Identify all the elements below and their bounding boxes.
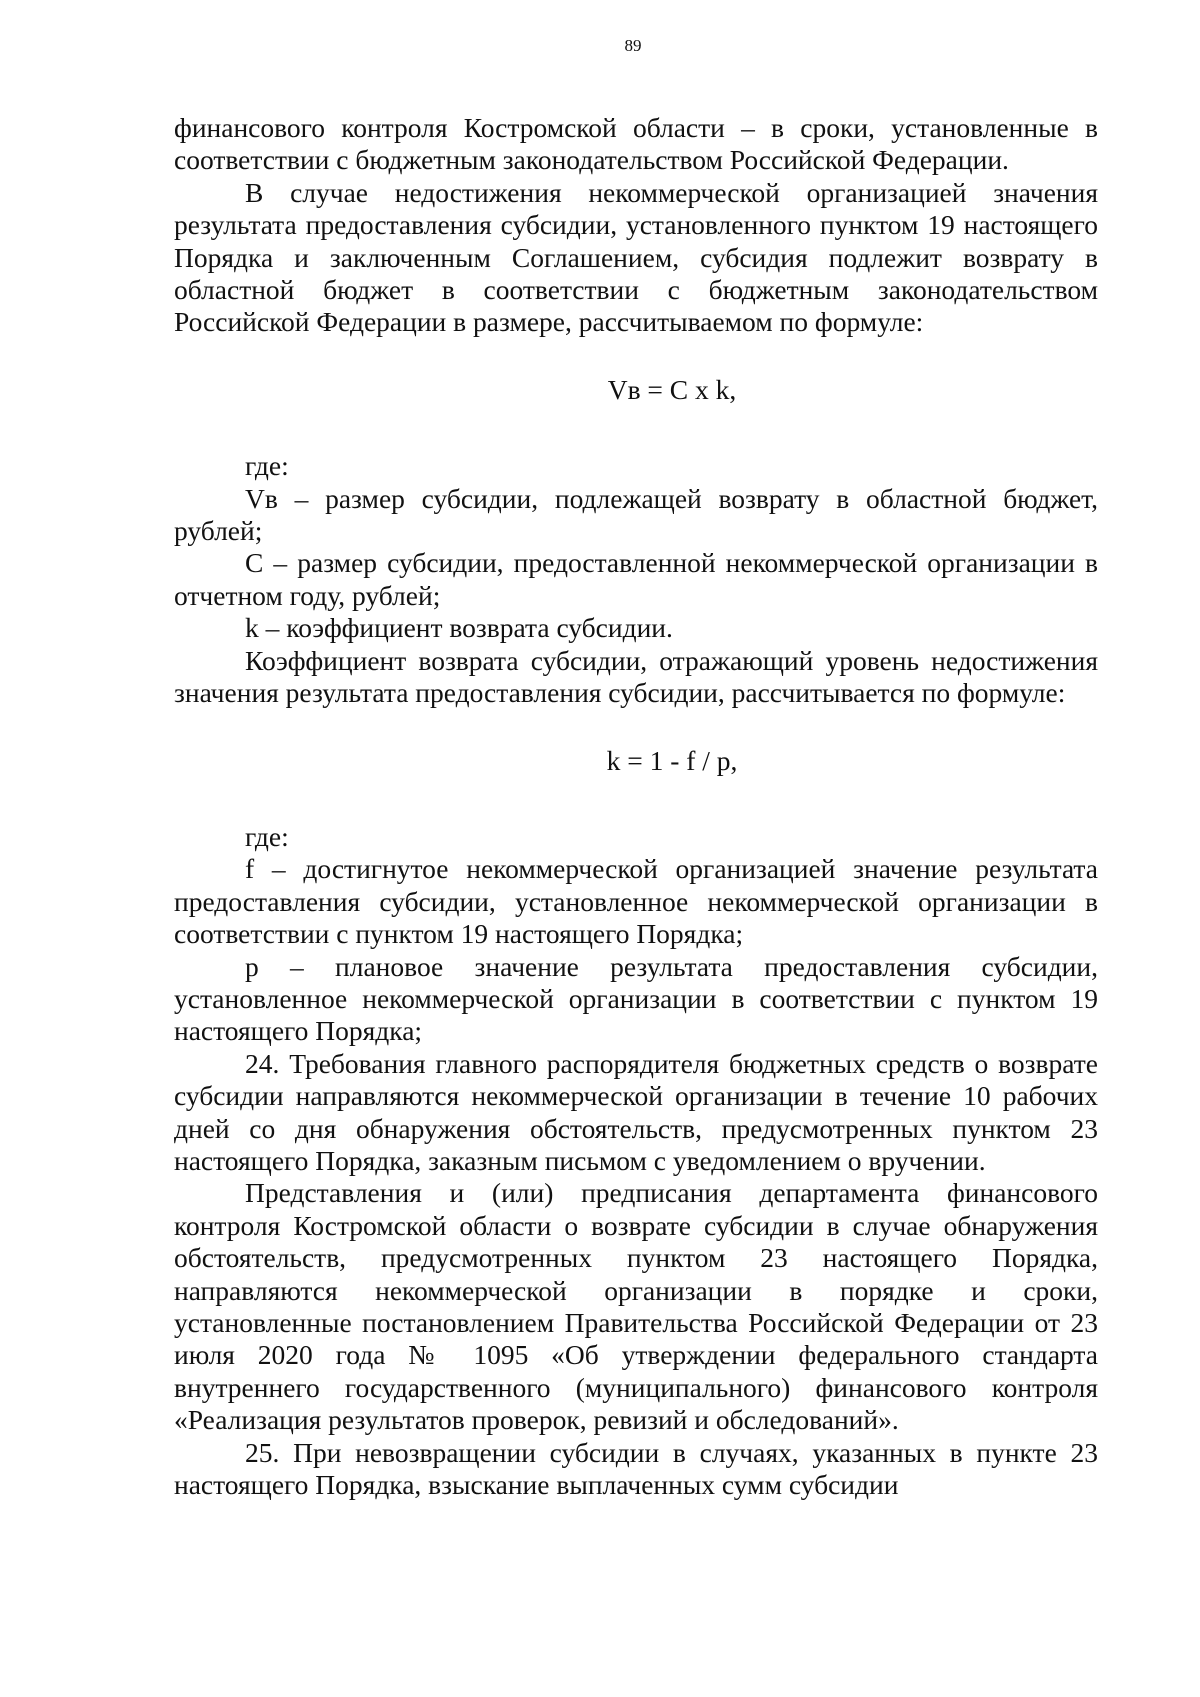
formula-refund-amount: Vв = C x k, [607, 373, 737, 405]
paragraph-refund-condition: В случае недостижения некоммерческой организацией значения результата предоставления субсидии, установленного пунктом 19 настоящего Порядка и заключенным Соглашением, субсидия подлежит возврату в областной бюджет в соответствии с бюджетным законодательством Российской Федерации в размере, рассчитываемом по формуле: [174, 176, 1098, 338]
document-body [174, 112, 1098, 1501]
paragraph-coefficient: Коэффициент возврата субсидии, отражающий уровень недостижения значения результата предоставления субсидии, рассчитывается по формуле: [174, 644, 1098, 709]
paragraph-continuation: финансового контроля Костромской области – в сроки, установленные в соответствии с бюджетным законодательством Российской Федерации. [174, 112, 1098, 176]
clause-24: 24. Требования главного распорядителя бюджетных средств о возврате субсидии направляются некоммерческой организации в течение 10 рабочих дней со дня обнаружения обстоятельств, предусмотренных пунктом 23 настоящего Порядка, заказным письмом с уведомлением о вручении. [174, 1047, 1098, 1176]
clause-25: 25. При невозвращении субсидии в случаях, указанных в пункте 23 настоящего Порядка, взыскание выплаченных сумм субсидии [174, 1436, 1098, 1501]
where-label: где: [245, 450, 289, 482]
paragraph-representations: Представления и (или) предписания департамента финансового контроля Костромской области о возврате субсидии в случае обнаружения обстоятельств, предусмотренных пунктом 23 настоящего Порядка, направляются некоммерческой организации в порядке и сроки, установленные постановлением Правительства Российской Федерации от 23 июля 2020 года № 1095 «Об утверждении федерального стандарта внутреннего государственного (муниципального) финансового контроля «Реализация результатов проверок, ревизий и обследований». [174, 1177, 1098, 1436]
page-number: 89 [624, 36, 642, 55]
definition-p: p – плановое значение результата предоставления субсидии, установленное некоммерческой организации в соответствии с пунктом 19 настоящего Порядка; [174, 950, 1098, 1047]
formula-refund-coefficient: k = 1 - f / p, [606, 744, 738, 776]
definition-f: f – достигнутое некоммерческой организацией значение результата предоставления субсидии, установленное некоммерческой организации в соответствии с пунктом 19 настоящего Порядка; [174, 853, 1098, 950]
definition-k: k – коэффициент возврата субсидии. [245, 612, 673, 644]
definition-c: C – размер субсидии, предоставленной некоммерческой организации в отчетном году, рублей; [174, 547, 1098, 611]
where-label: где: [245, 820, 289, 852]
definition-vv: Vв – размер субсидии, подлежащей возврату в областной бюджет, рублей; [174, 482, 1098, 547]
